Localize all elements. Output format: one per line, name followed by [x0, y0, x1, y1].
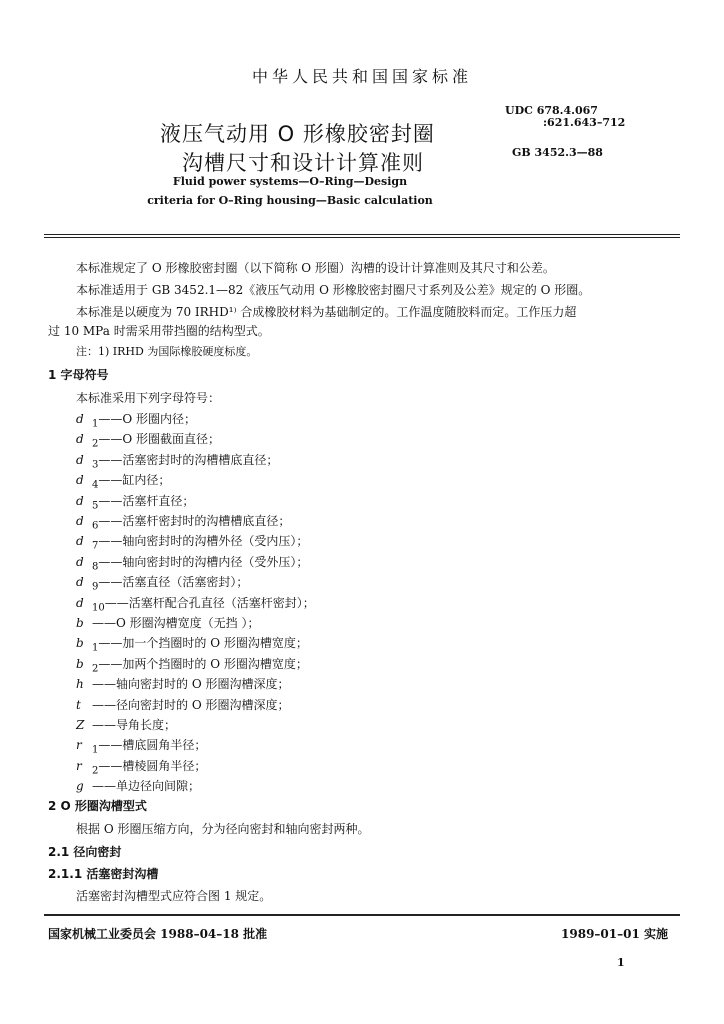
symbol-description: ——导角长度；: [92, 718, 177, 732]
symbol-description: ——活塞杆配合孔直径（活塞杆密封）；: [104, 596, 315, 610]
symbol-subscript: 2: [92, 663, 99, 675]
symbol-letter: d: [76, 555, 84, 569]
symbol-item: [76, 696, 289, 713]
symbol-item: [76, 410, 196, 429]
symbol-letter: d: [76, 575, 84, 589]
symbol-description: ——活塞直径（活塞密封）；: [98, 575, 249, 589]
symbol-description: ——活塞密封时的沟槽槽底直径；: [98, 453, 279, 467]
effective-date: 1989–01–01 实施: [561, 927, 668, 941]
approval-line: 国家机械工业委员会 1988–04–18 批准: [48, 927, 268, 941]
symbol-item: [76, 573, 248, 592]
symbol-subscript: 5: [92, 500, 99, 512]
english-title-line-1: Fluid power systems—O–Ring—Design: [172, 175, 408, 188]
udc-code-line-2: :621.643–712: [543, 116, 626, 129]
symbol-description: ——活塞杆直径；: [98, 494, 195, 508]
chinese-title-line-2: 沟槽尺寸和设计计算准则: [182, 151, 424, 175]
symbol-item: [76, 451, 278, 470]
footnote: 注：1) IRHD 为国际橡胶硬度标度。: [76, 345, 258, 358]
symbol-subscript: 1: [92, 418, 99, 430]
symbol-subscript: 9: [92, 581, 99, 593]
symbol-letter: r: [76, 738, 82, 752]
symbol-description: ——活塞杆密封时的沟槽槽底直径；: [98, 514, 291, 528]
symbol-description: ——缸内径；: [98, 473, 171, 487]
symbol-subscript: 7: [92, 540, 99, 552]
chinese-title-line-1: 液压气动用 O 形橡胶密封圈: [160, 122, 435, 146]
intro-paragraph-2: 本标准适用于 GB 3452.1—82《液压气动用 O 形橡胶密封圈尺寸系列及公差》规定的 O 形圈。: [76, 283, 591, 297]
symbol-letter: d: [76, 473, 84, 487]
symbol-letter: b: [76, 657, 84, 671]
symbol-letter: g: [76, 779, 84, 793]
symbol-item: [76, 736, 206, 755]
symbol-letter: h: [76, 677, 84, 691]
symbol-letter: b: [76, 616, 84, 630]
symbol-item: [76, 553, 308, 572]
symbol-item: [76, 512, 290, 531]
symbol-subscript: 3: [92, 459, 99, 471]
symbol-description: ——槽棱圆角半径；: [98, 759, 207, 773]
footer-divider: [44, 914, 680, 916]
symbol-description: ——O 形圈内径；: [98, 412, 197, 426]
symbol-description: ——O 形圈截面直径；: [98, 432, 221, 446]
gb-standard-number: GB 3452.3—88: [512, 146, 603, 159]
symbol-subscript: 8: [92, 561, 99, 573]
section-2-1-1-heading: 2.1.1 活塞密封沟槽: [48, 867, 159, 881]
intro-paragraph-1: 本标准规定了 O 形橡胶密封圈（以下简称 O 形圈）沟槽的设计计算准则及其尺寸和公差。: [76, 261, 555, 275]
symbol-item: [76, 757, 206, 776]
country-standard-heading: 中华人民共和国国家标准: [251, 67, 472, 86]
symbol-item: [76, 634, 308, 653]
section-2-1-heading: 2.1 径向密封: [48, 845, 122, 859]
symbol-item: [76, 716, 176, 733]
symbol-description: ——轴向密封时的沟槽外径（受内压）；: [98, 534, 309, 548]
symbol-item: [76, 614, 259, 631]
section-1-heading: 1 字母符号: [48, 368, 109, 382]
symbol-letter: t: [76, 698, 81, 712]
symbol-letter: d: [76, 412, 84, 426]
symbol-letter: d: [76, 534, 84, 548]
symbol-description: ——O 形圈沟槽宽度（无挡 ）；: [92, 616, 260, 630]
symbol-subscript: 1: [92, 744, 99, 756]
udc-code-line-1: UDC 678.4.067: [505, 104, 598, 117]
intro-paragraph-3-line-1: 本标准是以硬度为 70 IRHD¹⁾ 合成橡胶材料为基础制定的。工作温度随胶料而定。工作压力超: [76, 305, 577, 319]
symbol-description: ——径向密封时的 O 形圈沟槽深度；: [92, 698, 290, 712]
symbol-subscript: 10: [92, 602, 105, 614]
symbol-item: [76, 594, 315, 613]
symbol-letter: b: [76, 636, 84, 650]
symbol-letter: d: [76, 514, 84, 528]
symbol-letter: d: [76, 494, 84, 508]
symbol-item: [76, 471, 170, 490]
page-number: 1: [617, 956, 625, 969]
header-divider-second: [44, 237, 680, 238]
symbol-description: ——加两个挡圈时的 O 形圈沟槽宽度；: [98, 657, 308, 671]
section-2-heading: 2 O 形圈沟槽型式: [48, 799, 147, 813]
symbol-description: ——单边径向间隙；: [92, 779, 201, 793]
symbol-item: [76, 655, 308, 674]
symbol-letter: d: [76, 432, 84, 446]
symbol-item: [76, 675, 289, 692]
symbol-item: [76, 777, 200, 794]
symbol-subscript: 6: [92, 520, 99, 532]
symbol-item: [76, 532, 308, 551]
section-2-1-1-paragraph: 活塞密封沟槽型式应符合图 1 规定。: [76, 889, 272, 903]
symbol-subscript: 2: [92, 438, 99, 450]
section-1-lead: 本标准采用下列字母符号：: [76, 391, 221, 405]
symbol-subscript: 1: [92, 642, 99, 654]
section-2-paragraph: 根据 O 形圈压缩方向，分为径向密封和轴向密封两种。: [76, 822, 370, 836]
symbol-item: [76, 430, 220, 449]
intro-paragraph-3-line-2: 过 10 MPa 时需采用带挡圈的结构型式。: [48, 324, 270, 338]
symbol-letter: d: [76, 596, 84, 610]
symbol-description: ——轴向密封时的沟槽内径（受外压）；: [98, 555, 309, 569]
symbol-description: ——轴向密封时的 O 形圈沟槽深度；: [92, 677, 290, 691]
symbol-item: [76, 492, 194, 511]
header-divider: [44, 234, 680, 235]
english-title-line-2: criteria for O–Ring housing—Basic calculation: [147, 194, 433, 207]
symbol-letter: d: [76, 453, 84, 467]
symbol-letter: r: [76, 759, 82, 773]
symbol-description: ——加一个挡圈时的 O 形圈沟槽宽度；: [98, 636, 308, 650]
symbol-subscript: 2: [92, 765, 99, 777]
symbol-description: ——槽底圆角半径；: [98, 738, 207, 752]
symbol-subscript: 4: [92, 479, 99, 491]
symbol-letter: Z: [76, 718, 85, 732]
